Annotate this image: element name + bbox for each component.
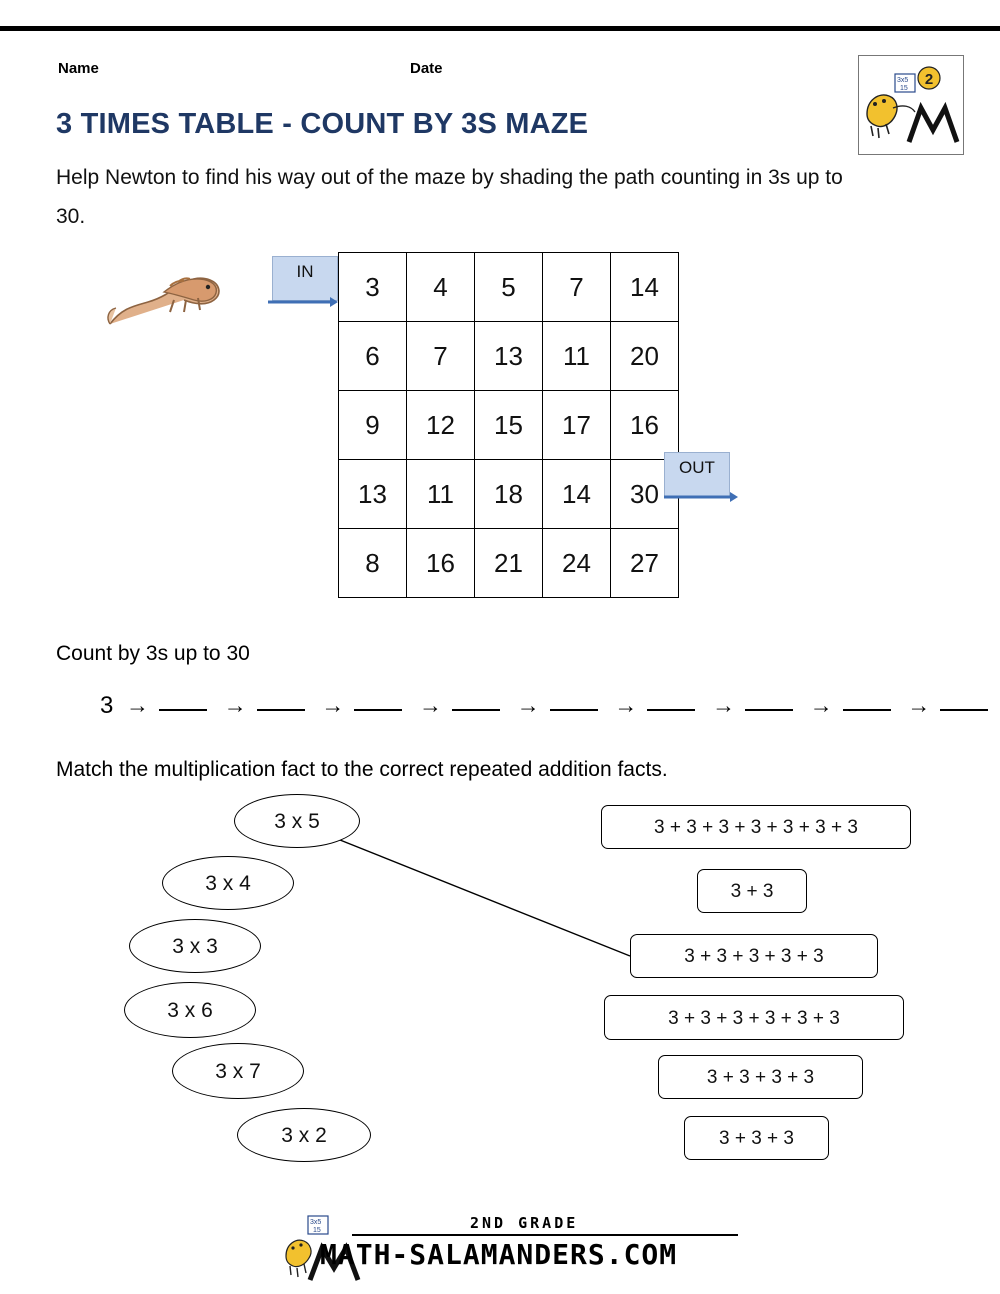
maze-cell[interactable]: 20: [611, 322, 679, 391]
maze-out-label: OUT: [664, 452, 730, 498]
maze-cell[interactable]: 17: [543, 391, 611, 460]
multiplication-fact-option[interactable]: [237, 1108, 371, 1162]
maze-cell[interactable]: 24: [543, 529, 611, 598]
maze-cell[interactable]: 13: [475, 322, 543, 391]
maze-cell[interactable]: 3: [339, 253, 407, 322]
maze-cell[interactable]: 8: [339, 529, 407, 598]
sequence-arrow: →: [516, 692, 540, 718]
maze-cell[interactable]: 30: [611, 460, 679, 529]
count-sequence: [100, 692, 930, 720]
sequence-blank[interactable]: [940, 709, 988, 711]
svg-text:3x5: 3x5: [897, 77, 909, 84]
maze-cell[interactable]: 7: [407, 322, 475, 391]
sequence-arrow: →: [809, 692, 833, 718]
sequence-arrow: →: [126, 692, 150, 718]
sequence-arrow: →: [712, 692, 736, 718]
maze-row: [339, 253, 679, 322]
page-title: 3 TIMES TABLE - COUNT BY 3S MAZE: [56, 108, 589, 140]
multiplication-fact-option[interactable]: [162, 856, 294, 910]
maze-cell[interactable]: 12: [407, 391, 475, 460]
footer: [0, 1198, 1000, 1288]
option-label: 3 x 7: [215, 1060, 261, 1083]
maze-cell[interactable]: 21: [475, 529, 543, 598]
maze-out-arrow-icon: [664, 492, 738, 502]
maze-cell[interactable]: 27: [611, 529, 679, 598]
matching-exercise: [0, 790, 1000, 1180]
footer-divider: [352, 1234, 738, 1236]
option-label: 3 + 3 + 3 + 3 + 3 + 3 + 3: [654, 817, 858, 838]
sequence-blank[interactable]: [354, 709, 402, 711]
multiplication-fact-option[interactable]: [234, 794, 360, 848]
option-label: 3 + 3 + 3 + 3 + 3 + 3: [668, 1008, 840, 1029]
sequence-blank[interactable]: [843, 709, 891, 711]
addition-fact-option[interactable]: [658, 1055, 863, 1099]
sequence-arrow: →: [321, 692, 345, 718]
sequence-blank[interactable]: [550, 709, 598, 711]
svg-text:15: 15: [900, 85, 908, 92]
option-label: 3 + 3 + 3 + 3 + 3: [684, 946, 824, 967]
option-label: 3 x 4: [205, 872, 251, 895]
sequence-blank[interactable]: [452, 709, 500, 711]
count-instructions: Count by 3s up to 30: [56, 642, 250, 665]
maze-cell[interactable]: 18: [475, 460, 543, 529]
maze-cell[interactable]: 14: [543, 460, 611, 529]
sequence-arrow: →: [419, 692, 443, 718]
sequence-arrow: →: [223, 692, 247, 718]
maze-row: [339, 460, 679, 529]
maze-cell[interactable]: 4: [407, 253, 475, 322]
match-instructions: Match the multiplication fact to the correct repeated addition facts.: [56, 758, 668, 781]
salamander-logo-icon: [859, 56, 961, 152]
maze-cell[interactable]: 7: [543, 253, 611, 322]
maze-cell[interactable]: 14: [611, 253, 679, 322]
maze-row: [339, 529, 679, 598]
multiplication-fact-option[interactable]: [129, 919, 261, 973]
maze-row: [339, 322, 679, 391]
maze-in-label: IN: [272, 256, 338, 301]
option-label: 3 + 3 + 3: [718, 1128, 794, 1149]
logo-grade-number: 2: [924, 71, 934, 88]
maze-cell[interactable]: 11: [543, 322, 611, 391]
sequence-blank[interactable]: [257, 709, 305, 711]
sequence-blank[interactable]: [647, 709, 695, 711]
maze-cell[interactable]: 6: [339, 322, 407, 391]
sequence-blank[interactable]: [745, 709, 793, 711]
multiplication-fact-option[interactable]: [172, 1043, 304, 1099]
site-logo: [858, 55, 964, 155]
maze-cell[interactable]: 15: [475, 391, 543, 460]
sequence-blank[interactable]: [159, 709, 207, 711]
addition-fact-option[interactable]: [601, 805, 911, 849]
date-label: Date: [410, 60, 443, 77]
maze-instructions: Help Newton to find his way out of the maze by shading the path counting in 3s up to 30.: [56, 166, 843, 228]
maze-cell[interactable]: 16: [407, 529, 475, 598]
maze-grid: [338, 252, 679, 598]
option-label: 3 + 3: [730, 881, 774, 902]
svg-text:15: 15: [313, 1227, 321, 1234]
addition-fact-option[interactable]: [697, 869, 807, 913]
maze-cell[interactable]: 9: [339, 391, 407, 460]
maze-cell[interactable]: 11: [407, 460, 475, 529]
sequence-start: 3: [100, 692, 114, 719]
footer-grade: 2ND GRADE: [470, 1214, 579, 1232]
maze-cell[interactable]: 5: [475, 253, 543, 322]
option-label: 3 x 2: [281, 1124, 327, 1147]
option-label: 3 x 6: [167, 999, 213, 1022]
maze-in-arrow-icon: [268, 297, 338, 307]
newton-salamander-icon: [104, 248, 234, 338]
addition-fact-option[interactable]: [684, 1116, 829, 1160]
top-rule: [0, 26, 1000, 31]
sequence-arrow: →: [907, 692, 931, 718]
svg-text:3x5: 3x5: [310, 1219, 322, 1226]
multiplication-fact-option[interactable]: [124, 982, 256, 1038]
option-label: 3 x 5: [274, 810, 320, 833]
maze-row: [339, 391, 679, 460]
footer-url: MATH-SALAMANDERS.COM: [320, 1238, 678, 1271]
option-label: 3 x 3: [172, 935, 218, 958]
addition-fact-option[interactable]: [630, 934, 878, 978]
name-label: Name: [58, 60, 99, 77]
option-label: 3 + 3 + 3 + 3: [706, 1067, 815, 1088]
sequence-arrow: →: [614, 692, 638, 718]
maze-cell[interactable]: 16: [611, 391, 679, 460]
addition-fact-option[interactable]: [604, 995, 904, 1040]
maze-cell[interactable]: 13: [339, 460, 407, 529]
